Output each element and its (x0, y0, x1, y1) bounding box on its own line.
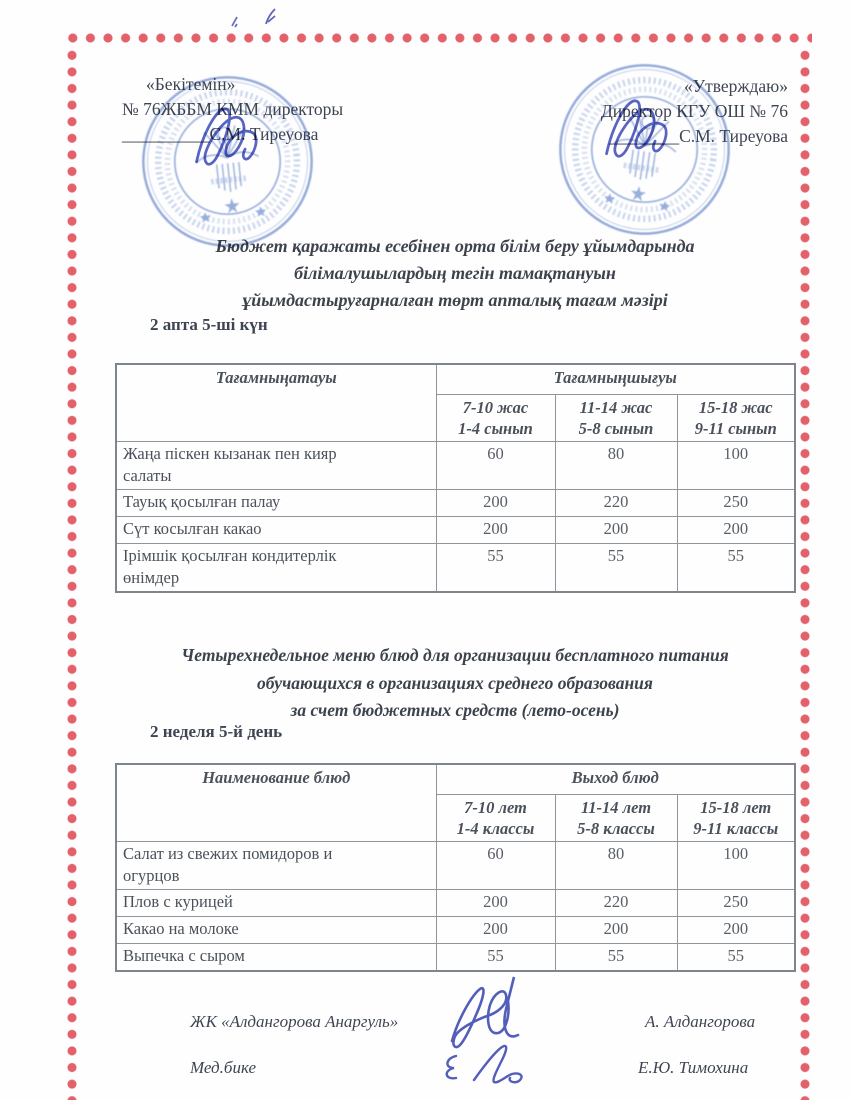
kz-row4-val3: 55 (677, 544, 795, 593)
approval-right-word: «Утверждаю» (683, 76, 788, 96)
kz-row2-val2: 220 (555, 490, 677, 517)
ru-row1-val2: 80 (555, 842, 677, 890)
kazakh-title-line-2: білімалушылардың тегін тамақтануын (294, 263, 616, 283)
kz-age2-line2: 5-8 сынып (578, 419, 654, 438)
ru-row4-val3: 55 (677, 944, 795, 972)
ru-row2-val1: 200 (436, 890, 555, 917)
approval-right-director: Директор КГУ ОШ № 76 (600, 101, 788, 121)
ru-row2-val3: 250 (677, 890, 795, 917)
ru-header-age-2 (555, 795, 677, 842)
table-row (116, 442, 795, 490)
ru-header-age-1 (436, 795, 555, 842)
ru-age2-line1: 11-14 лет (580, 798, 652, 817)
ru-row1-name: Салат из свежих помидоров и огурцов (116, 842, 436, 890)
dotted-border-top (64, 30, 812, 46)
kz-row1-name: Жаңа піскен кызанак пен кияр салаты (116, 442, 436, 490)
ru-row2-val2: 220 (555, 890, 677, 917)
kz-header-output: Тағамныңшығуы (436, 364, 795, 395)
ru-age1-line2: 1-4 классы (456, 819, 535, 838)
table-row (116, 490, 795, 517)
kazakh-title-line-3: ұйымдастыруғарналған төрт апталық тағам мәзірі (242, 290, 668, 310)
kz-row3-val1: 200 (436, 517, 555, 544)
ru-age1-line1: 7-10 лет (464, 798, 527, 817)
kz-row4-val1: 55 (436, 544, 555, 593)
approval-right-signline: ________С.М. Тиреуова (609, 126, 788, 146)
ru-row4-name: Выпечка с сыром (116, 944, 436, 972)
kz-row1-val1: 60 (436, 442, 555, 490)
kz-row4-val2: 55 (555, 544, 677, 593)
kz-age2-line1: 11-14 жас (579, 398, 653, 417)
kazakh-title-line-1: Бюджет қаражаты есебінен орта білім беру ұйымдарында (215, 236, 695, 256)
ru-age3-line1: 15-18 лет (700, 798, 772, 817)
director-signature-right (596, 88, 691, 173)
kz-age1-line2: 1-4 сынып (458, 419, 533, 438)
kz-row2-val3: 250 (677, 490, 795, 517)
handwritten-signature-2 (440, 1042, 540, 1092)
table-row (116, 544, 795, 593)
russian-week-day: 2 неделя 5-й день (150, 722, 283, 741)
director-signature-left (186, 96, 281, 181)
table-row (116, 890, 795, 917)
russian-title-line-1: Четырехнедельное меню блюд для организации бесплатного питания (181, 645, 729, 665)
ru-age2-line2: 5-8 классы (577, 819, 655, 838)
signer-name-1: А. Алдангорова (645, 1012, 756, 1031)
dotted-border-left (64, 47, 80, 1100)
kz-row3-name: Сүт косылған какао (116, 517, 436, 544)
ru-header-output: Выход блюд (436, 764, 795, 795)
kz-row3-val2: 200 (555, 517, 677, 544)
kz-header-dish-name: Тағамныңатауы (116, 364, 436, 442)
ru-row4-val2: 55 (555, 944, 677, 972)
ru-age3-line2: 9-11 классы (693, 819, 779, 838)
ru-row4-val1: 55 (436, 944, 555, 972)
approval-left-word: «Бекітемін» (146, 74, 236, 94)
approval-left-signline: __________С.М. Тиреуова (122, 124, 319, 144)
kz-header-age-2 (555, 395, 677, 442)
signer-name-2: Е.Ю. Тимохина (638, 1058, 749, 1077)
signer-role-1: ЖК «Алдангорова Анаргуль» (190, 1012, 399, 1031)
dotted-border-right (797, 47, 813, 1100)
russian-title (115, 642, 795, 725)
kazakh-menu-table (115, 363, 796, 593)
kz-age3-line2: 9-11 сынып (694, 419, 777, 438)
russian-menu-table (115, 763, 796, 972)
table-row (116, 517, 795, 544)
table-row (116, 944, 795, 972)
pen-marks (226, 6, 290, 34)
kz-row1-val2: 80 (555, 442, 677, 490)
kz-header-age-3 (677, 395, 795, 442)
kz-age1-line1: 7-10 жас (462, 398, 529, 417)
approval-left-director: № 76ЖББМ КММ директоры (122, 99, 344, 119)
ru-header-dish-name: Наименование блюд (116, 764, 436, 842)
kz-row1-val3: 100 (677, 442, 795, 490)
ru-row2-name: Плов с курицей (116, 890, 436, 917)
kz-row2-name: Тауық қосылған палау (116, 490, 436, 517)
signer-role-2: Мед.бике (190, 1058, 257, 1077)
kz-row3-val3: 200 (677, 517, 795, 544)
ru-row3-val2: 200 (555, 917, 677, 944)
table-row (116, 917, 795, 944)
kz-row2-val1: 200 (436, 490, 555, 517)
table-row (116, 842, 795, 890)
kz-row4-name: Ірімшік қосылған кондитерлік өнімдер (116, 544, 436, 593)
kazakh-week-day: 2 апта 5-ші күн (150, 315, 268, 334)
ru-row3-name: Какао на молоке (116, 917, 436, 944)
ru-row1-val3: 100 (677, 842, 795, 890)
ru-row1-val1: 60 (436, 842, 555, 890)
ru-header-age-3 (677, 795, 795, 842)
ru-row3-val1: 200 (436, 917, 555, 944)
kz-age3-line1: 15-18 жас (698, 398, 773, 417)
russian-title-line-3: за счет бюджетных средств (лето-осень) (290, 700, 620, 720)
ru-row3-val3: 200 (677, 917, 795, 944)
kz-header-age-1 (436, 395, 555, 442)
russian-title-line-2: обучающихся в организациях среднего образования (257, 672, 653, 693)
